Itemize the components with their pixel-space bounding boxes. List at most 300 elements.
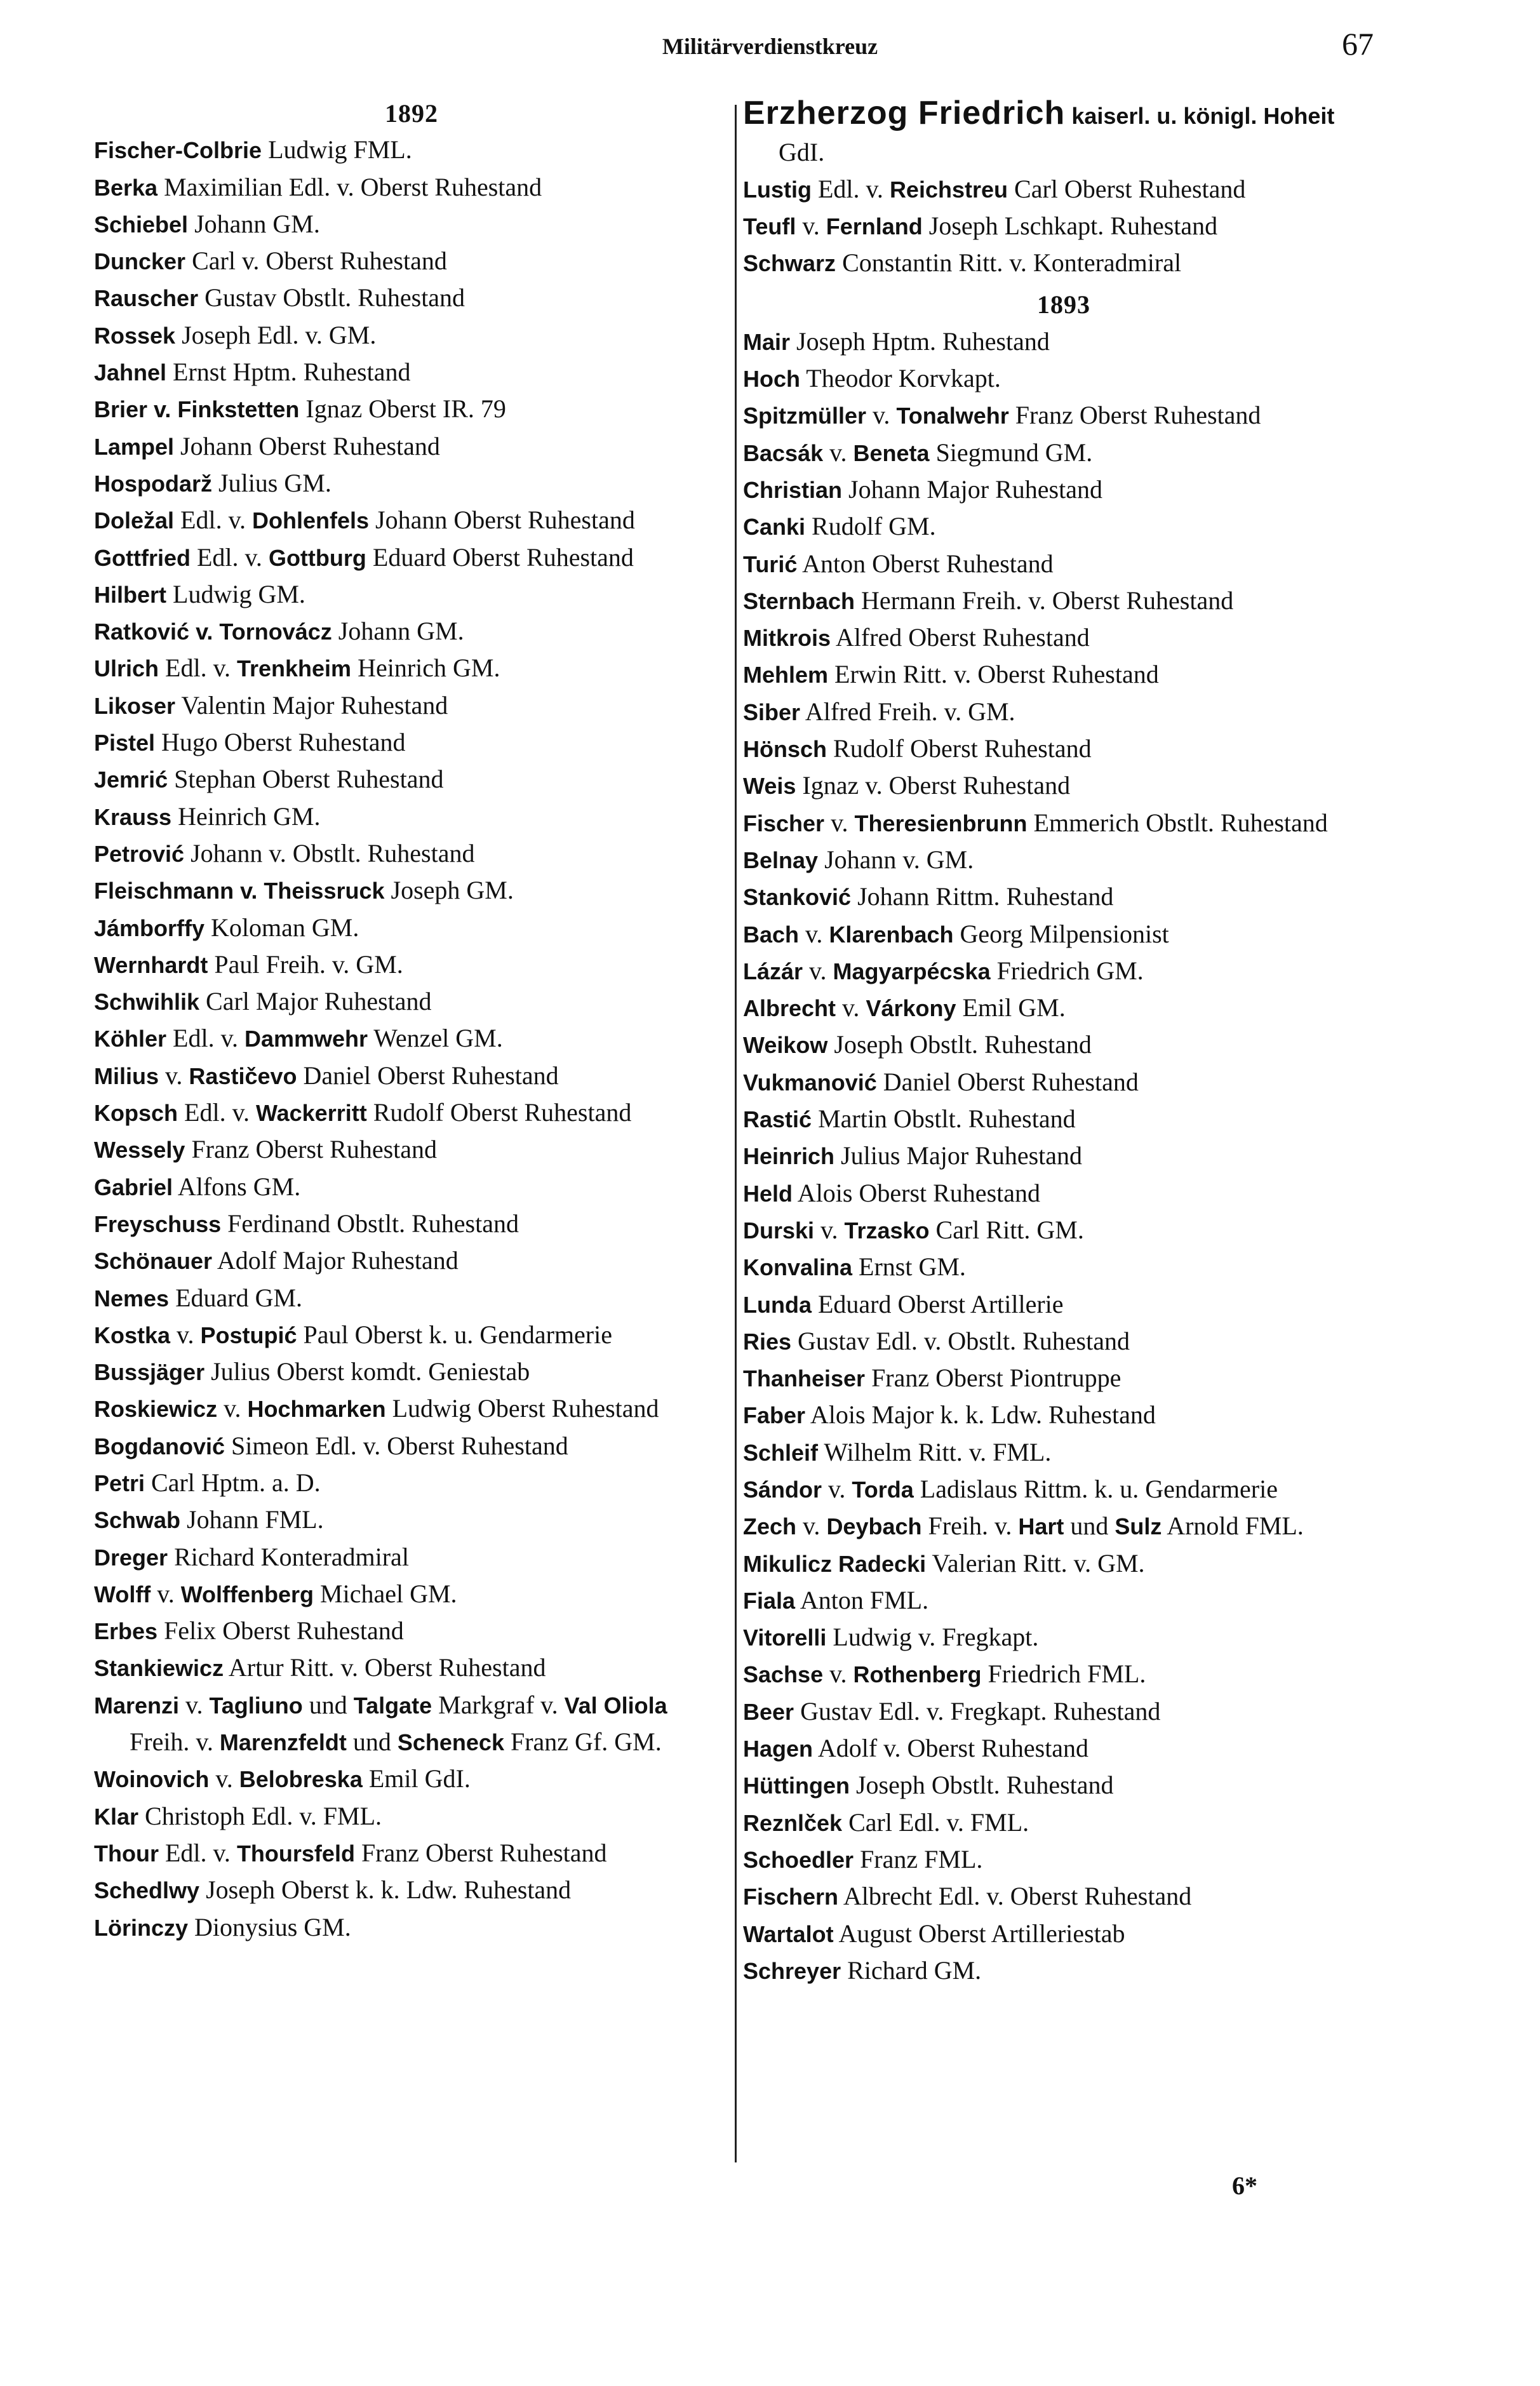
list-item	[94, 1428, 729, 1464]
list-item	[743, 1582, 1384, 1619]
entry-name: Stankiewicz	[94, 1655, 224, 1682]
entry-name: Thoursfeld	[236, 1840, 355, 1867]
entry-name: Jemrić	[94, 767, 168, 793]
entry-name: Hilbert	[94, 581, 167, 608]
entry-text: Franz Oberst Piontruppe	[865, 1364, 1122, 1393]
entry-text: Julius Major Ruhestand	[834, 1141, 1083, 1170]
list-item	[94, 835, 729, 872]
entry-name: Lörinczy	[94, 1914, 189, 1941]
entry-text: Michael GM.	[314, 1579, 457, 1608]
entry-text: Edl. v.	[811, 174, 890, 203]
entry-name: Dammwehr	[244, 1026, 368, 1052]
entry-name: Freyschuss	[94, 1210, 222, 1237]
entry-name: Jámborffy	[94, 915, 205, 941]
entry-name: Stanković	[743, 884, 852, 911]
list-item	[94, 1464, 729, 1501]
entry-name: Brier v. Finkstetten	[94, 396, 300, 423]
entry-text: Edl. v.	[159, 653, 237, 683]
entry-name: Várkony	[866, 995, 956, 1022]
entry-text: Wenzel GM.	[368, 1024, 503, 1053]
entry-name: Hönsch	[743, 736, 827, 763]
entry-text: Ludwig FML.	[262, 135, 412, 164]
list-item	[743, 656, 1384, 693]
entry-text: Joseph Obstlt. Ruhestand	[849, 1771, 1114, 1800]
entry-name: Fischern	[743, 1884, 839, 1910]
entry-name: Ratković v. Tornovácz	[94, 619, 332, 645]
entry-name: Schwarz	[743, 250, 836, 277]
entry-name: Magyarpécska	[833, 958, 991, 984]
list-item	[94, 909, 729, 946]
entry-text: v.	[814, 1215, 845, 1244]
entry-name: Held	[743, 1180, 793, 1207]
entry-name: Theresienbrunn	[854, 810, 1028, 836]
entry-text: Franz FML.	[854, 1844, 983, 1873]
entry-text: Stephan Oberst Ruhestand	[168, 765, 444, 794]
list-item	[94, 1020, 729, 1057]
list-item	[743, 1101, 1384, 1137]
list-item	[743, 989, 1384, 1026]
entry-text: Gustav Obstlt. Ruhestand	[198, 283, 465, 312]
entry-name: Rastičevo	[189, 1062, 297, 1089]
entry-name: Hochmarken	[247, 1396, 386, 1423]
entry-text: Hugo Oberst Ruhestand	[155, 728, 406, 757]
entry-name: Reichstreu	[889, 176, 1008, 203]
year-heading-1892: 1892	[385, 99, 438, 128]
entry-name: Scheneck	[397, 1729, 504, 1756]
entry-name: Fiala	[743, 1587, 796, 1614]
list-item	[743, 95, 1384, 171]
list-item	[743, 1878, 1384, 1915]
list-item	[743, 1656, 1384, 1692]
entry-name: Fleischmann v. Theissruck	[94, 878, 385, 904]
entry-name: kaiserl. u. königl. Hoheit	[1071, 103, 1335, 129]
entry-text: Joseph Edl. v. GM.	[175, 320, 377, 349]
entry-name: Weikow	[743, 1032, 828, 1059]
entry-text: Edl. v.	[178, 1098, 256, 1127]
entry-name: Schreyer	[743, 1957, 841, 1984]
entry-name: Wolff	[94, 1581, 151, 1607]
entry-text: Martin Obstlt. Ruhestand	[812, 1104, 1076, 1134]
entry-text: Eduard Oberst Ruhestand	[366, 542, 634, 572]
entry-name: Nemes	[94, 1285, 170, 1311]
entry-name: Konvalina	[743, 1254, 853, 1281]
entry-name: Klar	[94, 1803, 139, 1830]
entry-text: Markgraf v.	[432, 1690, 565, 1719]
entry-text: Adolf v. Oberst Ruhestand	[813, 1734, 1089, 1763]
entry-name: Duncker	[94, 248, 186, 275]
entry-text: Christoph Edl. v. FML.	[138, 1801, 382, 1830]
column-divider	[735, 105, 737, 2162]
entry-name: Sulz	[1115, 1513, 1162, 1540]
entry-name: Tagliuno	[209, 1692, 303, 1719]
entry-name: Lázár	[743, 958, 803, 984]
entry-text: v.	[823, 1659, 854, 1689]
list-item	[743, 471, 1384, 508]
list-item	[94, 502, 729, 539]
entry-name: Schoedler	[743, 1846, 854, 1873]
entry-text: Heinrich GM.	[351, 653, 500, 683]
entry-text: Johann Oberst Ruhestand	[369, 506, 635, 535]
entry-name: Rastić	[743, 1106, 812, 1133]
list-item	[94, 465, 729, 502]
list-item	[94, 206, 729, 243]
entry-text: Siegmund GM.	[929, 438, 1093, 467]
entry-text: Joseph Lschkapt. Ruhestand	[922, 211, 1218, 240]
entry-text: Alfred Freih. v. GM.	[800, 697, 1015, 726]
entry-name: Marenzi	[94, 1692, 180, 1719]
entry-name: Mikulicz Radecki	[743, 1550, 927, 1577]
list-item	[743, 619, 1384, 656]
entry-text: Heinrich GM.	[171, 801, 321, 831]
signature-mark: 6*	[1232, 2171, 1257, 2200]
list-item	[743, 1545, 1384, 1582]
entry-name: Vukmanović	[743, 1069, 877, 1096]
entry-text: Emmerich Obstlt. Ruhestand	[1027, 808, 1328, 837]
entry-text: Daniel Oberst Ruhestand	[297, 1061, 559, 1090]
list-item	[94, 1242, 729, 1279]
entry-name: Bach	[743, 921, 800, 948]
entry-text: und	[302, 1690, 354, 1719]
entry-name: Schönauer	[94, 1248, 213, 1275]
list-item	[94, 1576, 729, 1612]
list-item	[743, 323, 1384, 360]
entry-text: Ernst GM.	[852, 1252, 966, 1282]
entry-name: Krauss	[94, 803, 172, 830]
list-item	[743, 1360, 1384, 1397]
entry-text: August Oberst Artilleriestab	[833, 1919, 1125, 1948]
entry-text: Julius GM.	[212, 468, 331, 497]
list-item	[743, 1952, 1384, 1989]
entry-text: Ludwig GM.	[166, 579, 305, 608]
entry-name: Tonalwehr	[896, 403, 1009, 429]
entry-name: Jahnel	[94, 359, 167, 386]
entry-text: Franz Oberst Ruhestand	[185, 1135, 438, 1164]
entry-text: Ignaz v. Oberst Ruhestand	[796, 771, 1071, 800]
entry-name: Dohlenfels	[252, 507, 370, 534]
list-item	[94, 1131, 729, 1168]
entry-name: Belnay	[743, 847, 819, 873]
list-item	[94, 687, 729, 724]
entry-name: Hoch	[743, 366, 800, 392]
entry-text: v.	[796, 1511, 827, 1541]
list-item	[94, 391, 729, 427]
entry-name: Reznlček	[743, 1809, 843, 1836]
entry-text: Carl Major Ruhestand	[199, 987, 432, 1016]
entry-name: Fernland	[826, 213, 923, 239]
entry-text: Joseph Hptm. Ruhestand	[790, 326, 1050, 356]
entry-text: Maximilian Edl. v. Oberst Ruhestand	[157, 172, 542, 201]
entry-name: Lunda	[743, 1291, 812, 1318]
entry-text: Johann Oberst Ruhestand	[174, 431, 440, 460]
entry-text: v.	[151, 1579, 181, 1608]
entry-name: Marenzfeldt	[219, 1729, 347, 1756]
entry-name: Pistel	[94, 730, 156, 756]
entry-text: Freih. v.	[130, 1727, 220, 1757]
entry-name: Sándor	[743, 1476, 822, 1503]
entry-name: Teufl	[743, 213, 796, 239]
entry-name: Petrović	[94, 840, 185, 867]
entry-text: Arnold FML.	[1162, 1511, 1304, 1541]
entry-name: Gabriel	[94, 1174, 173, 1200]
list-item	[94, 724, 729, 761]
list-item	[743, 1323, 1384, 1360]
entry-name: Rothenberg	[853, 1661, 982, 1688]
entry-text: Erwin Ritt. v. Oberst Ruhestand	[828, 660, 1159, 689]
entry-name: Gottburg	[268, 544, 366, 571]
list-item	[743, 805, 1384, 841]
entry-name: Kopsch	[94, 1100, 178, 1127]
list-item	[94, 428, 729, 465]
entry-text: Anton FML.	[795, 1585, 929, 1614]
list-item	[94, 650, 729, 687]
entry-text: Valentin Major Ruhestand	[175, 690, 448, 720]
list-item	[94, 1169, 729, 1205]
entry-name: Turić	[743, 551, 798, 577]
entry-name: Petri	[94, 1470, 145, 1496]
entry-text: Johann FML.	[180, 1505, 324, 1534]
entry-text: v.	[170, 1320, 201, 1349]
list-item	[743, 767, 1384, 804]
list-item	[743, 730, 1384, 767]
list-item	[743, 1212, 1384, 1249]
entry-text: Eduard GM.	[169, 1283, 303, 1312]
list-item	[94, 1539, 729, 1576]
entry-name: Hart	[1018, 1513, 1064, 1540]
entry-name: Schiebel	[94, 211, 189, 238]
entry-name: Ulrich	[94, 655, 159, 682]
entry-text: Johann GM.	[331, 617, 464, 646]
entry-name: Fischer	[743, 810, 825, 836]
entry-name: Torda	[852, 1476, 914, 1503]
entry-name: Christian	[743, 476, 843, 503]
entry-text: Richard Konteradmiral	[168, 1542, 409, 1571]
entry-text: Edl. v.	[158, 1838, 237, 1867]
entry-name: Kostka	[94, 1322, 171, 1348]
entry-text: Rudolf Oberst Ruhestand	[366, 1098, 632, 1127]
list-item	[94, 1798, 729, 1835]
entry-text: Edl. v.	[174, 506, 252, 535]
list-item	[743, 245, 1384, 281]
entry-text: v.	[796, 211, 826, 240]
entry-name: Wartalot	[743, 1920, 834, 1947]
list-item	[743, 1767, 1384, 1804]
entry-name: Faber	[743, 1402, 806, 1429]
entry-text: und	[1064, 1511, 1115, 1541]
list-item	[743, 1619, 1384, 1656]
list-item	[743, 1137, 1384, 1174]
page-number: 67	[1342, 26, 1374, 62]
entry-name: Woinovich	[94, 1766, 210, 1793]
list-item	[94, 1612, 729, 1649]
year-heading-1893: 1893	[1037, 290, 1090, 319]
list-item	[743, 1064, 1384, 1101]
entry-name: Mehlem	[743, 662, 829, 688]
list-item	[743, 953, 1384, 989]
entry-name: Lampel	[94, 433, 175, 460]
entry-name: Schedlwy	[94, 1877, 200, 1904]
entry-text: v.	[803, 956, 833, 985]
entry-text: Simeon Edl. v. Oberst Ruhestand	[225, 1431, 568, 1460]
list-item	[743, 1175, 1384, 1212]
entry-name: Albrecht	[743, 995, 836, 1022]
list-item	[94, 1317, 729, 1353]
entry-name: Gottfried	[94, 544, 191, 571]
entry-name: Heinrich	[743, 1143, 835, 1170]
entry-text: Dionysius GM.	[188, 1912, 351, 1941]
right-intro-list	[743, 95, 1384, 281]
entry-text: Ernst Hptm. Ruhestand	[166, 358, 411, 387]
list-item	[743, 1249, 1384, 1285]
entry-text: Wilhelm Ritt. v. FML.	[818, 1437, 1052, 1466]
entry-name: Val Oliola	[564, 1692, 667, 1719]
entry-name: Milius	[94, 1062, 159, 1089]
entry-text: Constantin Ritt. v. Konteradmiral	[836, 248, 1182, 278]
entry-text: v.	[217, 1394, 248, 1423]
list-item	[94, 131, 729, 168]
list-item	[743, 1434, 1384, 1471]
list-item	[743, 916, 1384, 953]
list-item	[743, 1026, 1384, 1063]
entry-name: Thanheiser	[743, 1365, 866, 1392]
list-item	[94, 1205, 729, 1242]
entry-text: Julius Oberst komdt. Geniestab	[204, 1357, 530, 1386]
entry-text: Theodor Korvkapt.	[800, 364, 1001, 393]
entry-text: Emil GdI.	[362, 1764, 471, 1793]
entry-name: Hospodarž	[94, 470, 213, 497]
list-item	[743, 1915, 1384, 1952]
right-column	[743, 95, 1384, 1989]
list-item	[94, 613, 729, 650]
entry-text: Artur Ritt. v. Oberst Ruhestand	[224, 1653, 546, 1682]
list-item	[94, 354, 729, 391]
left-column	[94, 95, 729, 1946]
entry-name: Schwab	[94, 1507, 181, 1534]
list-item	[94, 1501, 729, 1538]
list-item	[743, 208, 1384, 245]
entry-name: Schwihlik	[94, 989, 200, 1015]
entry-name: Berka	[94, 174, 158, 201]
entry-text: Alois Major k. k. Ldw. Ruhestand	[805, 1400, 1156, 1430]
list-item	[743, 1471, 1384, 1508]
list-item	[94, 1649, 729, 1686]
entry-text: Eduard Oberst Artillerie	[811, 1289, 1064, 1318]
entry-text: Carl Edl. v. FML.	[842, 1807, 1029, 1837]
entry-text: Koloman GM.	[204, 913, 359, 942]
entry-name: Beneta	[853, 439, 930, 466]
list-item	[743, 1804, 1384, 1841]
entry-name: Talgate	[353, 1692, 432, 1719]
entry-name: Erbes	[94, 1618, 158, 1645]
list-item	[94, 1872, 729, 1908]
list-item	[94, 1390, 729, 1427]
list-item	[743, 434, 1384, 471]
entry-text: Johann GM.	[188, 209, 320, 238]
entry-name: Dreger	[94, 1544, 168, 1571]
entry-text: Edl. v.	[166, 1024, 244, 1053]
entry-text: Ladislaus Rittm. k. u. Gendarmerie	[913, 1474, 1278, 1503]
entry-text: Adolf Major Ruhestand	[212, 1246, 459, 1275]
list-item	[743, 1286, 1384, 1323]
entry-name: Beer	[743, 1698, 794, 1725]
entry-text: Carl v. Oberst Ruhestand	[185, 246, 447, 276]
entry-text: Richard GM.	[841, 1955, 982, 1985]
entry-text: Hermann Freih. v. Oberst Ruhestand	[855, 586, 1234, 615]
entry-name: Wessely	[94, 1137, 185, 1163]
entry-text: Franz Oberst Ruhestand	[1008, 401, 1261, 430]
entry-name: Thour	[94, 1840, 159, 1867]
list-item	[743, 878, 1384, 915]
list-item	[743, 1508, 1384, 1545]
entry-text	[1065, 101, 1071, 130]
entry-text: Albrecht Edl. v. Oberst Ruhestand	[838, 1882, 1192, 1911]
entry-text: Paul Oberst k. u. Gendarmerie	[297, 1320, 612, 1349]
entry-name: Belobreska	[239, 1766, 363, 1793]
entry-text: Johann v. GM.	[818, 845, 974, 874]
entry-text: Carl Hptm. a. D.	[145, 1468, 321, 1497]
entry-text: v.	[836, 993, 866, 1022]
entry-text: Rudolf GM.	[805, 512, 936, 541]
entry-name: Mair	[743, 328, 791, 355]
list-item	[743, 841, 1384, 878]
entry-text: Carl Oberst Ruhestand	[1008, 174, 1246, 203]
entry-name: Ries	[743, 1328, 792, 1355]
list-item	[743, 171, 1384, 208]
entry-text: Friedrich FML.	[981, 1659, 1146, 1689]
entry-text: Franz Oberst Ruhestand	[354, 1838, 607, 1867]
right-entry-list	[743, 323, 1384, 1989]
entry-name: Rauscher	[94, 285, 199, 312]
page-header-title: Militärverdienstkreuz	[662, 34, 878, 59]
entry-text: Edl. v.	[190, 542, 269, 572]
entry-text: Joseph GM.	[384, 876, 514, 905]
entry-text: v.	[159, 1061, 189, 1090]
entry-text: Johann v. Obstlt. Ruhestand	[184, 838, 475, 868]
list-item	[94, 1094, 729, 1131]
entry-text: Gustav Edl. v. Fregkapt. Ruhestand	[794, 1696, 1161, 1726]
list-item	[743, 508, 1384, 545]
entry-name: Trzasko	[844, 1217, 930, 1243]
list-item	[94, 761, 729, 798]
entry-text: Joseph Obstlt. Ruhestand	[827, 1030, 1092, 1059]
entry-name: Rossek	[94, 322, 176, 349]
entry-name: Weis	[743, 773, 796, 800]
entry-name: Klarenbach	[829, 921, 954, 948]
entry-text: Anton Oberst Ruhestand	[797, 549, 1054, 578]
list-item	[94, 1760, 729, 1797]
list-item	[743, 1730, 1384, 1767]
entry-name: Trenkheim	[236, 655, 352, 682]
list-item	[743, 397, 1384, 434]
entry-name: Lustig	[743, 176, 812, 203]
entry-name: Zech	[743, 1513, 797, 1540]
entry-name: Deybach	[826, 1513, 922, 1540]
list-item	[94, 1835, 729, 1872]
entry-name: Postupić	[200, 1322, 297, 1348]
entry-name: Sachse	[743, 1661, 824, 1688]
entry-text: Ferdinand Obstlt. Ruhestand	[221, 1209, 519, 1238]
entry-name: Canki	[743, 514, 806, 540]
entry-text: Felix Oberst Ruhestand	[157, 1616, 404, 1645]
entry-text: v.	[799, 919, 829, 948]
list-item	[743, 1693, 1384, 1730]
list-item	[94, 279, 729, 316]
entry-name: Doležal	[94, 507, 175, 534]
list-item	[743, 694, 1384, 730]
entry-text: Joseph Oberst k. k. Ldw. Ruhestand	[199, 1875, 572, 1905]
entry-text: Emil GM.	[956, 993, 1066, 1022]
entry-text: Rudolf Oberst Ruhestand	[827, 734, 1092, 763]
left-entry-list	[94, 131, 729, 1946]
